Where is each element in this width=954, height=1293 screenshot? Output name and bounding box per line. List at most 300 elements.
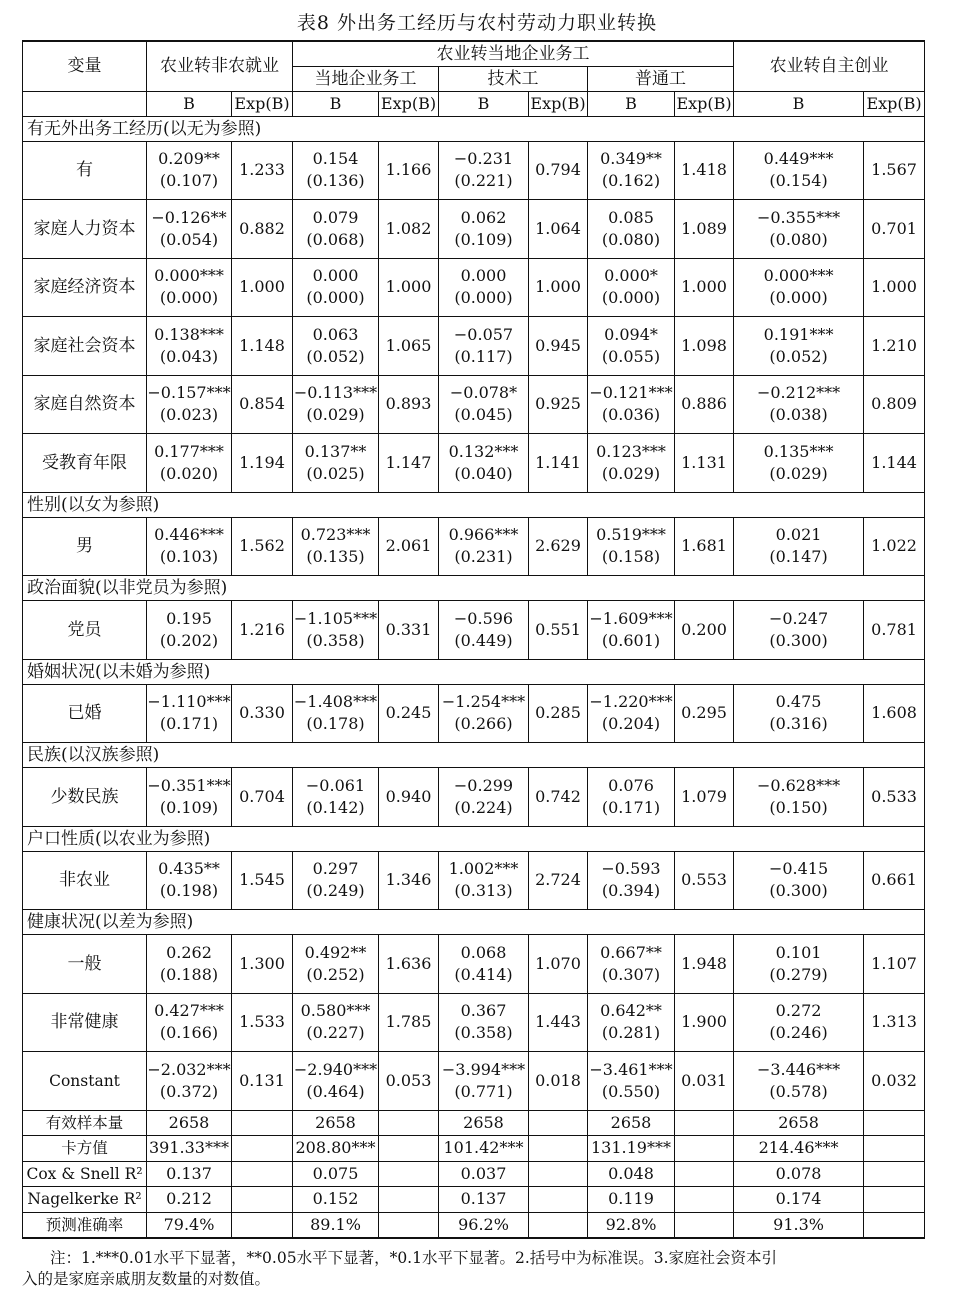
- coefficient: −0.299: [453, 775, 514, 795]
- exp-b-cell: 1.000: [232, 258, 293, 317]
- standard-error: (0.281): [601, 1023, 661, 1043]
- exp-b-cell: 1.000: [379, 258, 439, 317]
- exp-b-cell: 1.079: [675, 768, 734, 827]
- standard-error: (0.246): [769, 1023, 828, 1043]
- coefficient: −0.355***: [756, 207, 841, 227]
- coefficient: 0.135***: [763, 441, 834, 461]
- standard-error: (0.154): [769, 171, 828, 191]
- exp-b-cell: 0.551: [529, 601, 588, 660]
- standard-error: (0.068): [306, 229, 365, 249]
- standard-error: (0.025): [306, 463, 365, 483]
- table-note: [22, 1248, 928, 1290]
- table-body: [23, 41, 925, 1238]
- variable-label: 男: [23, 517, 147, 576]
- exp-b-cell: 1.000: [529, 258, 588, 317]
- coef-cell: [734, 517, 864, 576]
- stat-blank: [675, 1187, 734, 1213]
- stat-value: 0.037: [439, 1161, 529, 1187]
- variable-label: Nagelkerke R²: [23, 1187, 147, 1213]
- variable-label: 有效样本量: [23, 1110, 147, 1136]
- stat-value: 0.078: [734, 1161, 864, 1187]
- coef-cell: [147, 768, 232, 827]
- coef-cell: [439, 768, 529, 827]
- standard-error: (0.300): [769, 630, 828, 650]
- standard-error: (0.029): [306, 405, 365, 425]
- coefficient: −2.940***: [293, 1059, 378, 1079]
- coefficient: 0.138***: [154, 324, 224, 344]
- header-model-technical-worker: 技术工: [439, 66, 588, 91]
- table-row: [23, 434, 925, 493]
- coef-cell: [588, 258, 675, 317]
- standard-error: (0.171): [601, 797, 661, 817]
- coefficient: 0.435**: [158, 859, 220, 879]
- stat-blank: [675, 1136, 734, 1162]
- header-exp: Exp(B): [675, 91, 734, 116]
- exp-b-cell: 0.945: [529, 317, 588, 376]
- variable-label: 已婚: [23, 684, 147, 743]
- exp-b-cell: 0.053: [379, 1052, 439, 1111]
- coefficient: 0.079: [312, 207, 359, 227]
- coefficient: −0.157***: [147, 383, 231, 403]
- coefficient: 0.101: [775, 942, 822, 962]
- coefficient: 0.492**: [304, 942, 367, 962]
- exp-b-cell: 0.331: [379, 601, 439, 660]
- coef-cell: [147, 601, 232, 660]
- header-model-ordinary-worker: 普通工: [588, 66, 734, 91]
- header-b: B: [439, 91, 529, 116]
- table-row: [23, 935, 925, 994]
- exp-b-cell: 1.141: [529, 434, 588, 493]
- stat-blank: [232, 1161, 293, 1187]
- exp-b-cell: 1.089: [675, 200, 734, 259]
- standard-error: (0.300): [769, 881, 828, 901]
- stat-value: 101.42***: [439, 1136, 529, 1162]
- standard-error: (0.601): [601, 630, 661, 650]
- coef-cell: [293, 200, 379, 259]
- table-row: [23, 993, 925, 1052]
- stat-value: 2658: [588, 1110, 675, 1136]
- stat-value: 391.33***: [147, 1136, 232, 1162]
- coef-cell: [293, 517, 379, 576]
- coef-cell: [293, 434, 379, 493]
- coef-cell: [734, 375, 864, 434]
- standard-error: (0.464): [306, 1081, 365, 1101]
- exp-b-cell: 1.082: [379, 200, 439, 259]
- coefficient: 0.262: [166, 942, 212, 962]
- section-row: [23, 826, 925, 851]
- coef-cell: [147, 200, 232, 259]
- coefficient: 0.449***: [763, 149, 834, 169]
- header-exp: Exp(B): [864, 91, 925, 116]
- standard-error: (0.107): [159, 171, 219, 191]
- coef-cell: [734, 1052, 864, 1111]
- standard-error: (0.020): [159, 463, 219, 483]
- header-b: B: [734, 91, 864, 116]
- coef-cell: [734, 768, 864, 827]
- section-row: [23, 659, 925, 684]
- standard-error: (0.266): [454, 714, 513, 734]
- coef-cell: [147, 317, 232, 376]
- standard-error: (0.147): [769, 547, 828, 567]
- standard-error: (0.023): [159, 405, 219, 425]
- coef-cell: [588, 1052, 675, 1111]
- section-label: 婚姻状况(以未婚为参照): [23, 659, 925, 684]
- standard-error: (0.227): [306, 1023, 365, 1043]
- stat-value: 214.46***: [734, 1136, 864, 1162]
- stat-value: 131.19***: [588, 1136, 675, 1162]
- stat-blank: [529, 1161, 588, 1187]
- coefficient: 0.297: [312, 859, 359, 879]
- standard-error: (0.000): [769, 288, 828, 308]
- table-row: [23, 517, 925, 576]
- exp-b-cell: 0.742: [529, 768, 588, 827]
- standard-error: (0.158): [601, 547, 661, 567]
- coefficient: 0.272: [775, 1001, 822, 1021]
- exp-b-cell: 1.785: [379, 993, 439, 1052]
- standard-error: (0.162): [601, 171, 661, 191]
- coef-cell: [588, 517, 675, 576]
- standard-error: (0.109): [454, 229, 513, 249]
- coefficient: −0.231: [453, 149, 514, 169]
- stat-value: 89.1%: [293, 1212, 379, 1238]
- coef-cell: [147, 434, 232, 493]
- header-row-1: [23, 41, 925, 66]
- exp-b-cell: 0.018: [529, 1052, 588, 1111]
- table-row: [23, 684, 925, 743]
- section-label: 有无外出务工经历(以无为参照): [23, 116, 925, 141]
- stat-blank: [529, 1212, 588, 1238]
- table-row: [23, 200, 925, 259]
- exp-b-cell: 1.533: [232, 993, 293, 1052]
- variable-label: 有: [23, 141, 147, 200]
- exp-b-cell: 0.200: [675, 601, 734, 660]
- coefficient: 0.195: [166, 608, 212, 628]
- stat-blank: [379, 1161, 439, 1187]
- coef-cell: [588, 993, 675, 1052]
- standard-error: (0.045): [454, 405, 513, 425]
- exp-b-cell: 1.148: [232, 317, 293, 376]
- coefficient: 0.062: [460, 207, 507, 227]
- stat-blank: [232, 1212, 293, 1238]
- coef-cell: [439, 317, 529, 376]
- coefficient: 0.427***: [154, 1001, 224, 1021]
- coefficient: −2.032***: [147, 1059, 231, 1079]
- standard-error: (0.372): [159, 1081, 219, 1101]
- stat-blank: [864, 1161, 925, 1187]
- stat-blank: [232, 1136, 293, 1162]
- exp-b-cell: 0.886: [675, 375, 734, 434]
- stat-blank: [529, 1136, 588, 1162]
- table-row: [23, 258, 925, 317]
- coefficient: 0.000: [460, 266, 507, 286]
- exp-b-cell: 0.701: [864, 200, 925, 259]
- standard-error: (0.307): [601, 964, 661, 984]
- standard-error: (0.221): [454, 171, 513, 191]
- standard-error: (0.000): [601, 288, 661, 308]
- exp-b-cell: 1.636: [379, 935, 439, 994]
- coefficient: 0.132***: [448, 441, 519, 461]
- coef-cell: [439, 684, 529, 743]
- stat-blank: [529, 1187, 588, 1213]
- exp-b-cell: 1.070: [529, 935, 588, 994]
- coef-cell: [734, 141, 864, 200]
- header-exp: Exp(B): [232, 91, 293, 116]
- coefficient: 0.349**: [600, 149, 662, 169]
- standard-error: (0.166): [159, 1023, 219, 1043]
- coef-cell: [588, 434, 675, 493]
- coef-cell: [439, 935, 529, 994]
- standard-error: (0.231): [454, 547, 513, 567]
- stat-blank: [864, 1110, 925, 1136]
- coef-cell: [293, 993, 379, 1052]
- exp-b-cell: 1.147: [379, 434, 439, 493]
- exp-b-cell: 0.781: [864, 601, 925, 660]
- stat-value: 0.075: [293, 1161, 379, 1187]
- exp-b-cell: 1.418: [675, 141, 734, 200]
- coefficient: 0.000***: [154, 266, 224, 286]
- standard-error: (0.178): [306, 714, 365, 734]
- standard-error: (0.449): [454, 630, 513, 650]
- standard-error: (0.771): [454, 1081, 513, 1101]
- stat-row: [23, 1110, 925, 1136]
- stat-value: 0.137: [147, 1161, 232, 1187]
- exp-b-cell: 2.724: [529, 851, 588, 910]
- exp-b-cell: 0.882: [232, 200, 293, 259]
- coefficient: −0.057: [453, 324, 514, 344]
- coef-cell: [588, 375, 675, 434]
- variable-label: 家庭经济资本: [23, 258, 147, 317]
- coefficient: −0.061: [305, 775, 366, 795]
- coef-cell: [439, 258, 529, 317]
- stat-blank: [864, 1212, 925, 1238]
- exp-b-cell: 2.629: [529, 517, 588, 576]
- standard-error: (0.188): [159, 964, 219, 984]
- coefficient: 0.446***: [154, 525, 224, 545]
- variable-label: Cox & Snell R²: [23, 1161, 147, 1187]
- standard-error: (0.252): [306, 964, 365, 984]
- coefficient: 0.137**: [304, 441, 367, 461]
- coefficient: −1.408***: [293, 692, 378, 712]
- coef-cell: [293, 601, 379, 660]
- stat-value: 0.119: [588, 1187, 675, 1213]
- standard-error: (0.394): [601, 881, 661, 901]
- coefficient: 0.966***: [448, 525, 519, 545]
- exp-b-cell: 1.562: [232, 517, 293, 576]
- standard-error: (0.054): [159, 229, 219, 249]
- coefficient: 0.000: [312, 266, 359, 286]
- exp-b-cell: 0.940: [379, 768, 439, 827]
- exp-b-cell: 0.245: [379, 684, 439, 743]
- coef-cell: [439, 200, 529, 259]
- coef-cell: [439, 851, 529, 910]
- stat-blank: [864, 1136, 925, 1162]
- exp-b-cell: 1.216: [232, 601, 293, 660]
- coef-cell: [588, 601, 675, 660]
- standard-error: (0.358): [454, 1023, 513, 1043]
- standard-error: (0.313): [454, 881, 513, 901]
- exp-b-cell: 1.300: [232, 935, 293, 994]
- section-label: 户口性质(以农业为参照): [23, 826, 925, 851]
- coef-cell: [293, 768, 379, 827]
- coef-cell: [439, 1052, 529, 1111]
- exp-b-cell: 1.900: [675, 993, 734, 1052]
- coef-cell: [588, 768, 675, 827]
- section-row: [23, 743, 925, 768]
- exp-b-cell: 2.061: [379, 517, 439, 576]
- table-row: [23, 317, 925, 376]
- coefficient: −0.247: [768, 608, 829, 628]
- table-row: [23, 851, 925, 910]
- stat-value: 79.4%: [147, 1212, 232, 1238]
- coefficient: 0.209**: [158, 149, 220, 169]
- table-row: [23, 768, 925, 827]
- section-row: [23, 576, 925, 601]
- coefficient: −0.113***: [293, 383, 378, 403]
- coef-cell: [147, 993, 232, 1052]
- coefficient: −0.596: [453, 608, 514, 628]
- note-line-2: 入的是家庭亲戚朋友数量的对数值。: [22, 1270, 271, 1288]
- table-row: [23, 375, 925, 434]
- exp-b-cell: 1.313: [864, 993, 925, 1052]
- header-exp: Exp(B): [529, 91, 588, 116]
- coef-cell: [439, 375, 529, 434]
- standard-error: (0.358): [306, 630, 365, 650]
- standard-error: (0.055): [601, 346, 661, 366]
- header-b: B: [147, 91, 232, 116]
- exp-b-cell: 0.925: [529, 375, 588, 434]
- exp-b-cell: 0.704: [232, 768, 293, 827]
- standard-error: (0.150): [769, 797, 828, 817]
- stat-value: 0.137: [439, 1187, 529, 1213]
- coefficient: 0.076: [608, 775, 654, 795]
- exp-b-cell: 1.000: [675, 258, 734, 317]
- coef-cell: [439, 517, 529, 576]
- coef-cell: [734, 200, 864, 259]
- exp-b-cell: 1.144: [864, 434, 925, 493]
- coef-cell: [439, 993, 529, 1052]
- coefficient: 0.667**: [600, 942, 662, 962]
- exp-b-cell: 1.022: [864, 517, 925, 576]
- coefficient: −1.220***: [589, 692, 673, 712]
- stat-blank: [675, 1212, 734, 1238]
- exp-b-cell: 1.948: [675, 935, 734, 994]
- exp-b-cell: 1.443: [529, 993, 588, 1052]
- table-row: [23, 601, 925, 660]
- coef-cell: [293, 317, 379, 376]
- exp-b-cell: 0.285: [529, 684, 588, 743]
- exp-b-cell: 1.065: [379, 317, 439, 376]
- stat-blank: [379, 1187, 439, 1213]
- exp-b-cell: 1.681: [675, 517, 734, 576]
- section-label: 政治面貌(以非党员为参照): [23, 576, 925, 601]
- exp-b-cell: 1.064: [529, 200, 588, 259]
- exp-b-cell: 0.032: [864, 1052, 925, 1111]
- exp-b-cell: 1.346: [379, 851, 439, 910]
- coef-cell: [588, 200, 675, 259]
- standard-error: (0.080): [601, 229, 661, 249]
- coef-cell: [588, 851, 675, 910]
- standard-error: (0.109): [159, 797, 219, 817]
- exp-b-cell: 0.031: [675, 1052, 734, 1111]
- stat-value: 0.048: [588, 1161, 675, 1187]
- table-title: 表8 外出务工经历与农村劳动力职业转换: [296, 12, 658, 34]
- coef-cell: [588, 684, 675, 743]
- stat-value: 208.80***: [293, 1136, 379, 1162]
- standard-error: (0.052): [769, 346, 828, 366]
- exp-b-cell: 0.553: [675, 851, 734, 910]
- coefficient: 0.063: [312, 324, 359, 344]
- stat-blank: [379, 1212, 439, 1238]
- exp-b-cell: 1.545: [232, 851, 293, 910]
- coefficient: 0.191***: [763, 324, 834, 344]
- standard-error: (0.550): [601, 1081, 661, 1101]
- standard-error: (0.000): [306, 288, 365, 308]
- coef-cell: [439, 601, 529, 660]
- coefficient: −0.121***: [589, 383, 673, 403]
- coef-cell: [734, 935, 864, 994]
- standard-error: (0.052): [306, 346, 365, 366]
- exp-b-cell: 1.166: [379, 141, 439, 200]
- stat-blank: [864, 1187, 925, 1213]
- stat-value: 0.174: [734, 1187, 864, 1213]
- standard-error: (0.279): [769, 964, 828, 984]
- coefficient: −0.628***: [756, 775, 841, 795]
- standard-error: (0.316): [769, 714, 828, 734]
- coefficient: 0.723***: [300, 525, 371, 545]
- coefficient: 0.085: [608, 207, 654, 227]
- exp-b-cell: 0.131: [232, 1052, 293, 1111]
- coefficient: 0.177***: [154, 441, 224, 461]
- standard-error: (0.036): [601, 405, 661, 425]
- exp-b-cell: 1.098: [675, 317, 734, 376]
- header-group-local-enterprise: 农业转当地企业务工: [293, 41, 734, 66]
- coef-cell: [439, 141, 529, 200]
- coefficient: 0.000***: [763, 266, 834, 286]
- coef-cell: [293, 1052, 379, 1111]
- standard-error: (0.103): [159, 547, 219, 567]
- section-row: [23, 492, 925, 517]
- coefficient: 0.580***: [300, 1001, 371, 1021]
- exp-b-cell: 0.893: [379, 375, 439, 434]
- header-model-local-enterprise: 当地企业务工: [293, 66, 439, 91]
- exp-b-cell: 1.000: [864, 258, 925, 317]
- coef-cell: [293, 375, 379, 434]
- variable-label: 少数民族: [23, 768, 147, 827]
- coef-cell: [147, 684, 232, 743]
- stat-value: 2658: [439, 1110, 529, 1136]
- variable-label: 家庭人力资本: [23, 200, 147, 259]
- variable-label: 卡方值: [23, 1136, 147, 1162]
- standard-error: (0.040): [454, 463, 513, 483]
- coefficient: −3.446***: [756, 1059, 841, 1079]
- coefficient: −0.126**: [151, 207, 227, 227]
- stat-value: 96.2%: [439, 1212, 529, 1238]
- coefficient: −1.105***: [293, 608, 378, 628]
- coef-cell: [147, 517, 232, 576]
- stat-value: 2658: [147, 1110, 232, 1136]
- coefficient: −1.254***: [441, 692, 526, 712]
- coefficient: −3.461***: [589, 1059, 673, 1079]
- coef-cell: [147, 935, 232, 994]
- exp-b-cell: 1.131: [675, 434, 734, 493]
- stat-blank: [232, 1110, 293, 1136]
- header-row-3: [23, 91, 925, 116]
- standard-error: (0.000): [159, 288, 219, 308]
- standard-error: (0.224): [454, 797, 513, 817]
- variable-label: 非常健康: [23, 993, 147, 1052]
- exp-b-cell: 1.107: [864, 935, 925, 994]
- stat-blank: [379, 1136, 439, 1162]
